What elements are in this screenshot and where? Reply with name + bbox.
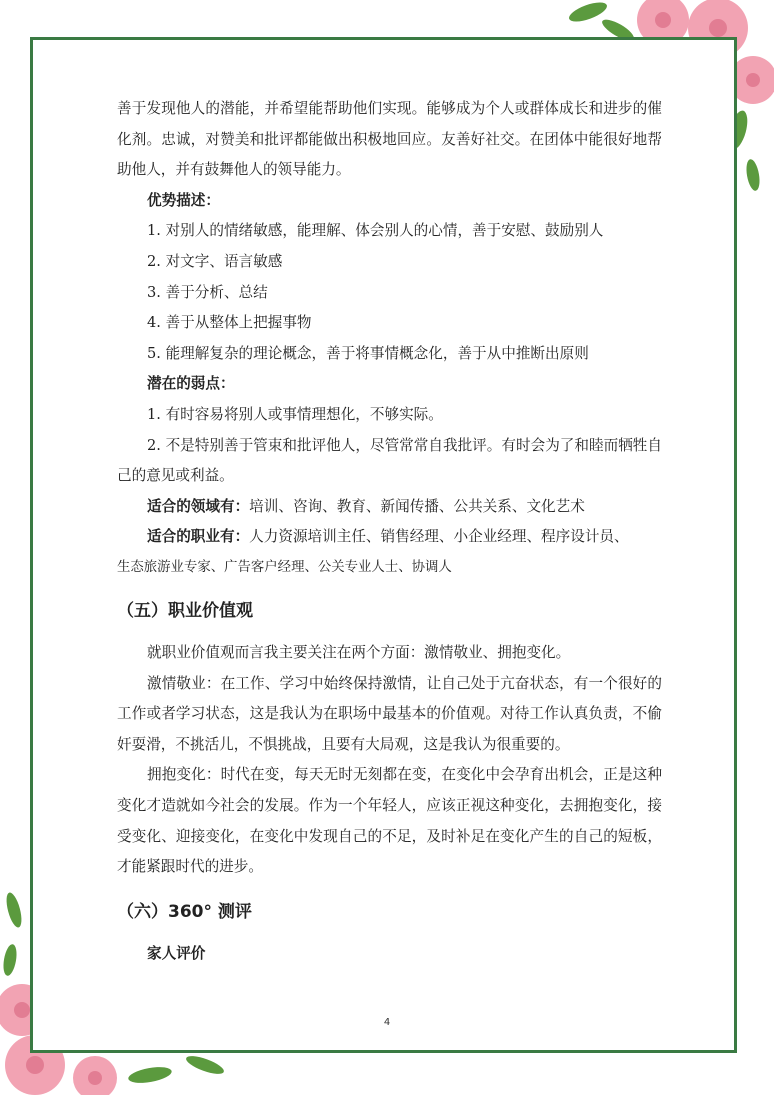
document-body — [117, 94, 662, 970]
fields-label: 适合的领域有： — [147, 497, 250, 515]
strengths-title: 优势描述： — [147, 191, 220, 209]
jobs-text-b: 生态旅游业专家、广告客户经理、公关专业人士、协调人 — [117, 559, 452, 575]
strength-item: 3. 善于分析、总结 — [147, 283, 268, 301]
strength-item: 2. 对文字、语言敏感 — [147, 252, 283, 270]
section-5-paragraph: 就职业价值观而言我主要关注在两个方面：激情敬业、拥抱变化。 — [147, 644, 571, 662]
fields-text: 培训、咨询、教育、新闻传播、公共关系、文化艺术 — [249, 497, 585, 515]
strength-item: 5. 能理解复杂的理论概念，善于将事情概念化，善于从中推断出原则 — [147, 344, 589, 362]
strength-item: 4. 善于从整体上把握事物 — [147, 314, 312, 332]
weakness-item: 2. 不是特别善于管束和批评他人，尽管常常自我批评。有时会为了和睦而牺牲自己的意见或利益。 — [117, 436, 662, 485]
section-5-paragraph: 拥抱变化：时代在变，每天无时无刻都在变，在变化中会孕育出机会，正是这种变化才造就如今社会的发展。作为一个年轻人，应该正视这种变化，去拥抱变化，接受变化、迎接变化，在变化中发现自己的不足，及时补足在变化产生的自己的短板，才能紧跟时代的进步。 — [117, 766, 662, 876]
weaknesses-title: 潜在的弱点： — [147, 375, 235, 393]
section-5-heading: （五）职业价值观 — [117, 600, 253, 621]
jobs-line — [117, 522, 662, 553]
strength-item: 1. 对别人的情绪敏感，能理解、体会别人的心情，善于安慰、鼓励别人 — [147, 222, 604, 240]
weakness-item: 1. 有时容易将别人或事情理想化，不够实际。 — [147, 405, 443, 423]
section-5-paragraph: 激情敬业：在工作、学习中始终保持激情，让自己处于亢奋状态，有一个很好的工作或者学习状态，这是我认为在职场中最基本的价值观。对待工作认真负责，不偷奸耍滑，不挑活儿，不惧挑战，且要有大局观，这是我认为很重要的。 — [117, 674, 662, 753]
section-6-heading: （六）360° 测评 — [117, 901, 252, 922]
page-number: 4 — [383, 1017, 391, 1028]
section-6-subheading: 家人评价 — [147, 945, 206, 963]
fields-line — [117, 492, 662, 523]
jobs-label: 适合的职业有： — [147, 528, 250, 546]
intro-paragraph: 善于发现他人的潜能，并希望能帮助他们实现。能够成为个人或群体成长和进步的催化剂。忠诚，对赞美和批评都能做出积极地回应。友善好社交。在团体中能很好地帮助他人，并有鼓舞他人的领导能力。 — [117, 100, 662, 179]
jobs-text-a: 人力资源培训主任、销售经理、小企业经理、程序设计员、 — [249, 528, 629, 546]
